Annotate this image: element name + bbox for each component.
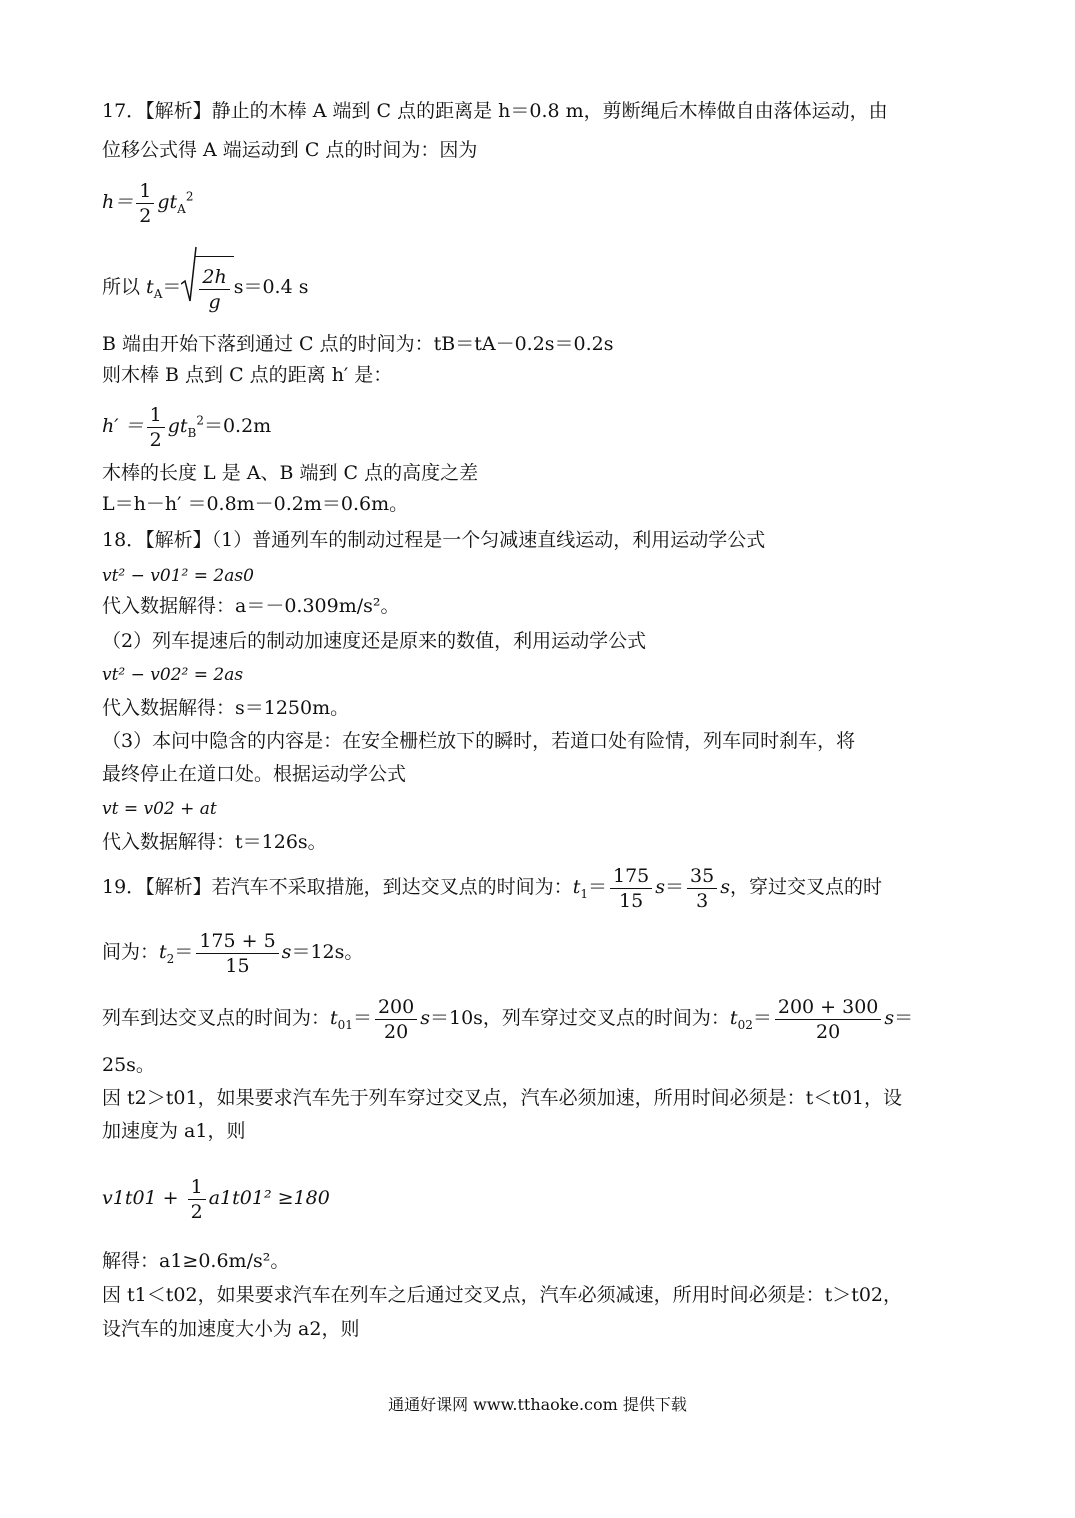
p19-line3: 列车到达交叉点的时间为：$t_{01}=$ $\frac{200}{20}$ s＝10s，列车穿过交叉点的时间为：$t_{02}=$ $\frac{200 + 300}{20}$ s＝: [102, 995, 914, 1043]
p19-line1: 19．【解析】若汽车不采取措施，到达交叉点的时间为：$t_1=$ $\frac{175}{15}$ s＝ $\frac{35}{3}$ s，穿过交叉点的时: [102, 864, 882, 912]
p18-result-a: 代入数据解得：a＝－0.309m/s²。: [102, 595, 400, 617]
p19-line5: 因 t2＞t01，如果要求汽车先于列车穿过交叉点，汽车必须加速，所用时间必须是：t＜t01，设: [102, 1087, 903, 1109]
square-root: $\frac{2h}{g}$: [181, 246, 233, 330]
p17-line2: 位移公式得 A 端运动到 C 点的时间为：因为: [102, 139, 478, 161]
p19-line6: 加速度为 a1，则: [102, 1120, 246, 1142]
p19-result-a1: 解得：a1≥0.6m/s²。: [102, 1250, 290, 1272]
p18-line2: （2）列车提速后的制动加速度还是原来的数值，利用运动学公式: [102, 630, 647, 652]
fraction-half: $\frac{1}{2}$: [147, 403, 165, 452]
p17-eq-hprime: h′ ＝ $\frac{1}{2}$ $gt_B^2=0.2m$: [102, 403, 272, 451]
p19-line7: 因 t1＜t02，如果要求汽车在列车之后通过交叉点，汽车必须减速，所用时间必须是：t＞t02，: [102, 1284, 903, 1306]
p18-eq-s: vt² − v02² = 2as: [102, 665, 244, 685]
p19-line8: 设汽车的加速度大小为 a2，则: [102, 1318, 360, 1340]
p18-line4: 最终停止在道口处。根据运动学公式: [102, 763, 407, 785]
p19-line4: 25s。: [102, 1054, 155, 1076]
p17-hprime-line: 则木棒 B 点到 C 点的距离 h′ 是：: [102, 364, 393, 386]
p18-line3: （3）本问中隐含的内容是：在安全栅栏放下的瞬时，若道口处有险情，列车同时刹车，将: [102, 730, 856, 752]
fraction-half: $\frac{1}{2}$: [136, 179, 154, 228]
fraction-half: $\frac{1}{2}$: [188, 1175, 206, 1224]
p18-result-s: 代入数据解得：s＝1250m。: [102, 697, 350, 719]
p17-tB-line: B 端由开始下落到通过 C 点的时间为：tB＝tA－0.2s＝0.2s: [102, 333, 614, 355]
fraction-180-15: $\frac{175 + 5}{15}$: [196, 929, 278, 978]
p17-L-line2: L＝h－h′ ＝0.8m－0.2m＝0.6m。: [102, 493, 409, 515]
p18-eq-t: vt = v02 + at: [102, 799, 217, 819]
fraction-175-15: $\frac{175}{15}$: [610, 864, 652, 913]
page-footer: 通通好课网 www.tthaoke.com 提供下载: [388, 1395, 687, 1414]
p18-line1: 18．【解析】（1）普通列车的制动过程是一个匀减速直线运动，利用运动学公式: [102, 529, 766, 551]
p17-eq-h: h＝ $\frac{1}{2}$ $gt_A^2$: [102, 179, 194, 227]
p19-inequality: v1t01 + $\frac{1}{2}$ a1t01² ≥180: [102, 1175, 330, 1223]
p18-eq-a: vt² − v01² = 2as0: [102, 566, 254, 586]
p17-L-line1: 木棒的长度 L 是 A、B 端到 C 点的高度之差: [102, 462, 479, 484]
fraction-200-20: $\frac{200}{20}$: [375, 995, 417, 1044]
p19-line2: 间为：$t_2=$ $\frac{175 + 5}{15}$ s＝12s。: [102, 929, 364, 977]
p18-result-t: 代入数据解得：t＝126s。: [102, 831, 327, 853]
p17-eq-tA: 所以 $t_A=$ $\frac{2h}{g}$ s＝0.4 s: [102, 246, 308, 330]
fraction-35-3: $\frac{35}{3}$: [687, 864, 717, 913]
fraction-500-20: $\frac{200 + 300}{20}$: [775, 995, 882, 1044]
p17-line1: 17．【解析】静止的木棒 A 端到 C 点的距离是 h＝0.8 m，剪断绳后木棒做自由落体运动，由: [102, 100, 888, 122]
